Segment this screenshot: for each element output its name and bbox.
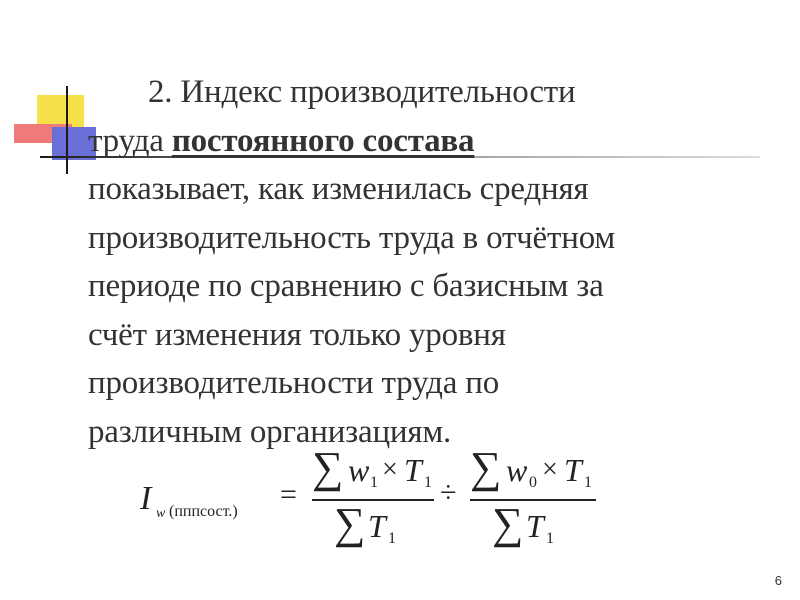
text-line-2 xyxy=(88,117,748,166)
decor-vertical-line xyxy=(66,86,68,174)
formula-sub-1: 1 xyxy=(424,474,432,491)
text-line-3: показывает, как изменилась средняя xyxy=(88,171,589,207)
formula-sub-1: 1 xyxy=(388,530,396,547)
text-line-8: различным организациям. xyxy=(88,413,452,450)
text-line-2-prefix: труда xyxy=(88,122,172,159)
formula-T: T xyxy=(526,508,544,544)
formula xyxy=(140,443,620,558)
formula-sum-num-1: ∑ xyxy=(312,443,344,492)
formula-subscript-w: w xyxy=(156,506,166,521)
text-line-7: производительности труда по xyxy=(88,365,500,401)
formula-times-2: × xyxy=(542,454,558,485)
formula-T: T xyxy=(564,452,582,488)
formula-sum-den-1: ∑ xyxy=(334,499,366,548)
formula-w: w xyxy=(348,452,370,488)
formula-sub-1: 1 xyxy=(370,474,378,491)
formula-times-1: × xyxy=(382,454,398,485)
formula-w: w xyxy=(506,452,528,488)
text-line-5: периоде по сравнению с базисным за xyxy=(88,268,604,304)
formula-sub-0: 0 xyxy=(529,474,537,491)
fraction-bar-1 xyxy=(312,499,434,501)
formula-divide: ÷ xyxy=(440,476,457,509)
formula-subscript: (пппсост.) xyxy=(169,503,238,520)
formula-equals: = xyxy=(280,478,297,511)
page-number: 6 xyxy=(774,573,782,588)
formula-sum-den-2: ∑ xyxy=(492,499,524,548)
slide-body-text xyxy=(88,68,748,456)
formula-index-symbol: I xyxy=(140,480,152,517)
text-line-6: счёт изменения только уровня xyxy=(88,316,506,353)
formula-sub-1: 1 xyxy=(584,474,592,491)
text-line-4: производительность труда в отчётном xyxy=(88,219,616,256)
formula-sum-num-2: ∑ xyxy=(470,443,502,492)
formula-T: T xyxy=(404,452,422,488)
text-line-1: 2. Индекс производительности xyxy=(148,74,576,110)
formula-T: T xyxy=(368,508,386,544)
formula-sub-1: 1 xyxy=(546,530,554,547)
term-highlight: постоянного состава xyxy=(171,122,475,159)
fraction-bar-2 xyxy=(470,499,596,501)
